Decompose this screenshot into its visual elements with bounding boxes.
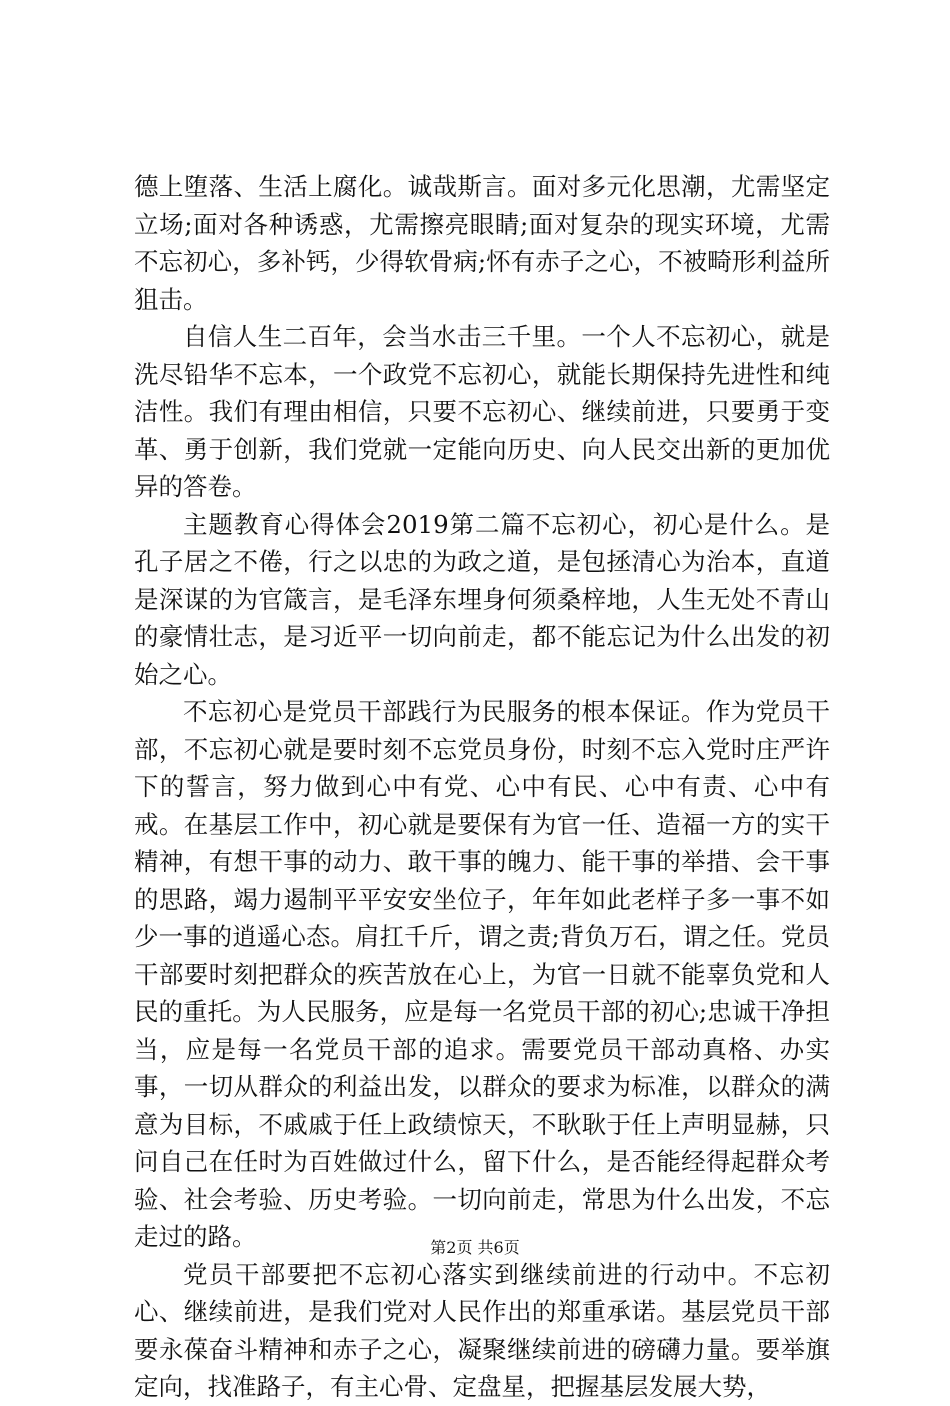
paragraph-4: 不忘初心是党员干部践行为民服务的根本保证。作为党员干部，不忘初心就是要时刻不忘党员身份，时刻不忘入党时庄严许下的誓言，努力做到心中有党、心中有民、心中有责、心中有戒。在基层工作中，初心就是要保有为官一任、造福一方的实干精神，有想干事的动力、敢干事的魄力、能干事的举措、会干事的思路，竭力遏制平平安安坐位子，年年如此老样子多一事不如少一事的逍遥心态。肩扛千斤，谓之责;背负万石，谓之任。党员干部要时刻把群众的疾苦放在心上，为官一日就不能辜负党和人民的重托。为人民服务，应是每一名党员干部的初心;忠诚干净担当，应是每一名党员干部的追求。需要党员干部动真格、办实事，一切从群众的利益出发，以群众的要求为标准，以群众的满意为目标，不戚戚于任上政绩惊天，不耿耿于任上声明显赫，只问自己在任时为百姓做过什么，留下什么，是否能经得起群众考验、社会考验、历史考验。一切向前走，常思为什么出发，不忘走过的路。 [134, 697, 830, 1251]
paragraph-3: 主题教育心得体会2019第二篇不忘初心，初心是什么。是孔子居之不倦，行之以忠的为政之道，是包拯清心为治本，直道是深谋的为官箴言，是毛泽东埋身何须桑梓地，人生无处不青山的豪情壮志，是习近平一切向前走，都不能忘记为什么出发的初始之心。 [134, 509, 830, 689]
paragraph-5: 党员干部要把不忘初心落实到继续前进的行动中。不忘初心、继续前进，是我们党对人民作出的郑重承诺。基层党员干部要永葆奋斗精神和赤子之心，凝聚继续前进的磅礴力量。要举旗定向，找准路子，有主心骨、定盘星，把握基层发展大势， [134, 1259, 830, 1401]
page-number-footer: 第2页 共6页 [430, 1238, 520, 1257]
paragraph-1: 德上堕落、生活上腐化。诚哉斯言。面对多元化思潮，尤需坚定立场;面对各种诱惑，尤需擦亮眼睛;面对复杂的现实环境，尤需不忘初心，多补钙，少得软骨病;怀有赤子之心，不被畸形利益所狙击。 [134, 172, 830, 314]
paragraph-2: 自信人生二百年，会当水击三千里。一个人不忘初心，就是洗尽铅华不忘本，一个政党不忘初心，就能长期保持先进性和纯洁性。我们有理由相信，只要不忘初心、继续前进，只要勇于变革、勇于创新，我们党就一定能向历史、向人民交出新的更加优异的答卷。 [134, 322, 830, 501]
document-body [134, 168, 830, 1406]
